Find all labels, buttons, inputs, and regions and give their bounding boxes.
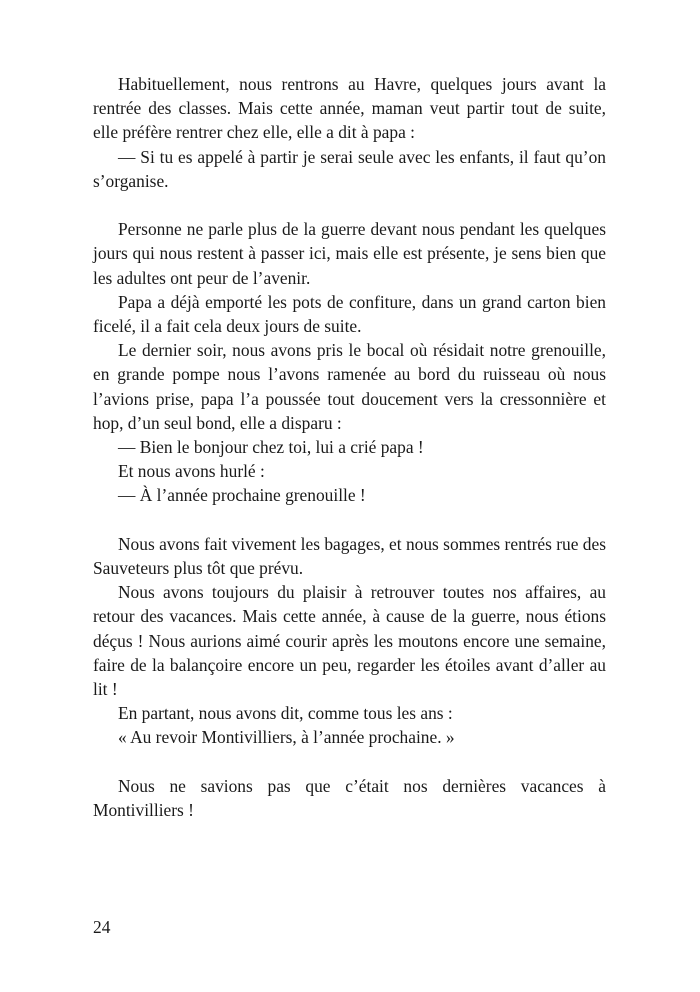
paragraph-8: — À l’année prochaine grenouille ! xyxy=(118,485,366,506)
section-gap xyxy=(93,750,606,774)
paragraph-5: Le dernier soir, nous avons pris le bocal où résidait notre grenouille, en grande pompe nous l’avons ramenée au bord du ruisseau où nous l’avions prise, papa l’a poussée tout doucement vers la cressonnière et hop, d’un seul bond, elle a disparu : xyxy=(93,340,606,433)
paragraph-1: Habituellement, nous rentrons au Havre, quelques jours avant la rentrée des classes. Mais cette année, maman veut partir tout de suite, elle préfère rentrer chez elle, elle a dit à papa : xyxy=(93,74,606,143)
paragraph-9: Nous avons fait vivement les bagages, et nous sommes rentrés rue des Sauveteurs plus tôt que prévu. xyxy=(93,533,606,579)
paragraph-4: Papa a déjà emporté les pots de confiture, dans un grand carton bien ficelé, il a fait cela deux jours de suite. xyxy=(93,291,606,337)
paragraph-3: Personne ne parle plus de la guerre devant nous pendant les quelques jours qui nous restent à passer ici, mais elle est présente, je sens bien que les adultes ont peur de l’avenir. xyxy=(93,219,606,288)
paragraph-7: Et nous avons hurlé : xyxy=(118,461,265,482)
section-gap xyxy=(93,508,606,532)
paragraph-12: « Au revoir Montivilliers, à l’année prochaine. » xyxy=(118,727,455,748)
section-gap xyxy=(93,193,606,217)
paragraph-13: Nous ne savions pas que c’était nos dernières vacances à Montivilliers ! xyxy=(93,775,606,821)
paragraph-11: En partant, nous avons dit, comme tous les ans : xyxy=(118,703,453,724)
paragraph-10: Nous avons toujours du plaisir à retrouver toutes nos affaires, au retour des vacances. Mais cette année, à cause de la guerre, nous étions déçus ! Nous aurions aimé courir après les moutons encore une semaine, faire de la balançoire encore un peu, regarder les étoiles avant d’aller au lit ! xyxy=(93,582,606,700)
paragraph-2: — Si tu es appelé à partir je serai seule avec les enfants, il faut qu’on s’organise. xyxy=(93,146,606,191)
page-number: 24 xyxy=(93,917,111,937)
paragraph-6: — Bien le bonjour chez toi, lui a crié papa ! xyxy=(118,437,424,458)
page-body xyxy=(93,72,606,822)
